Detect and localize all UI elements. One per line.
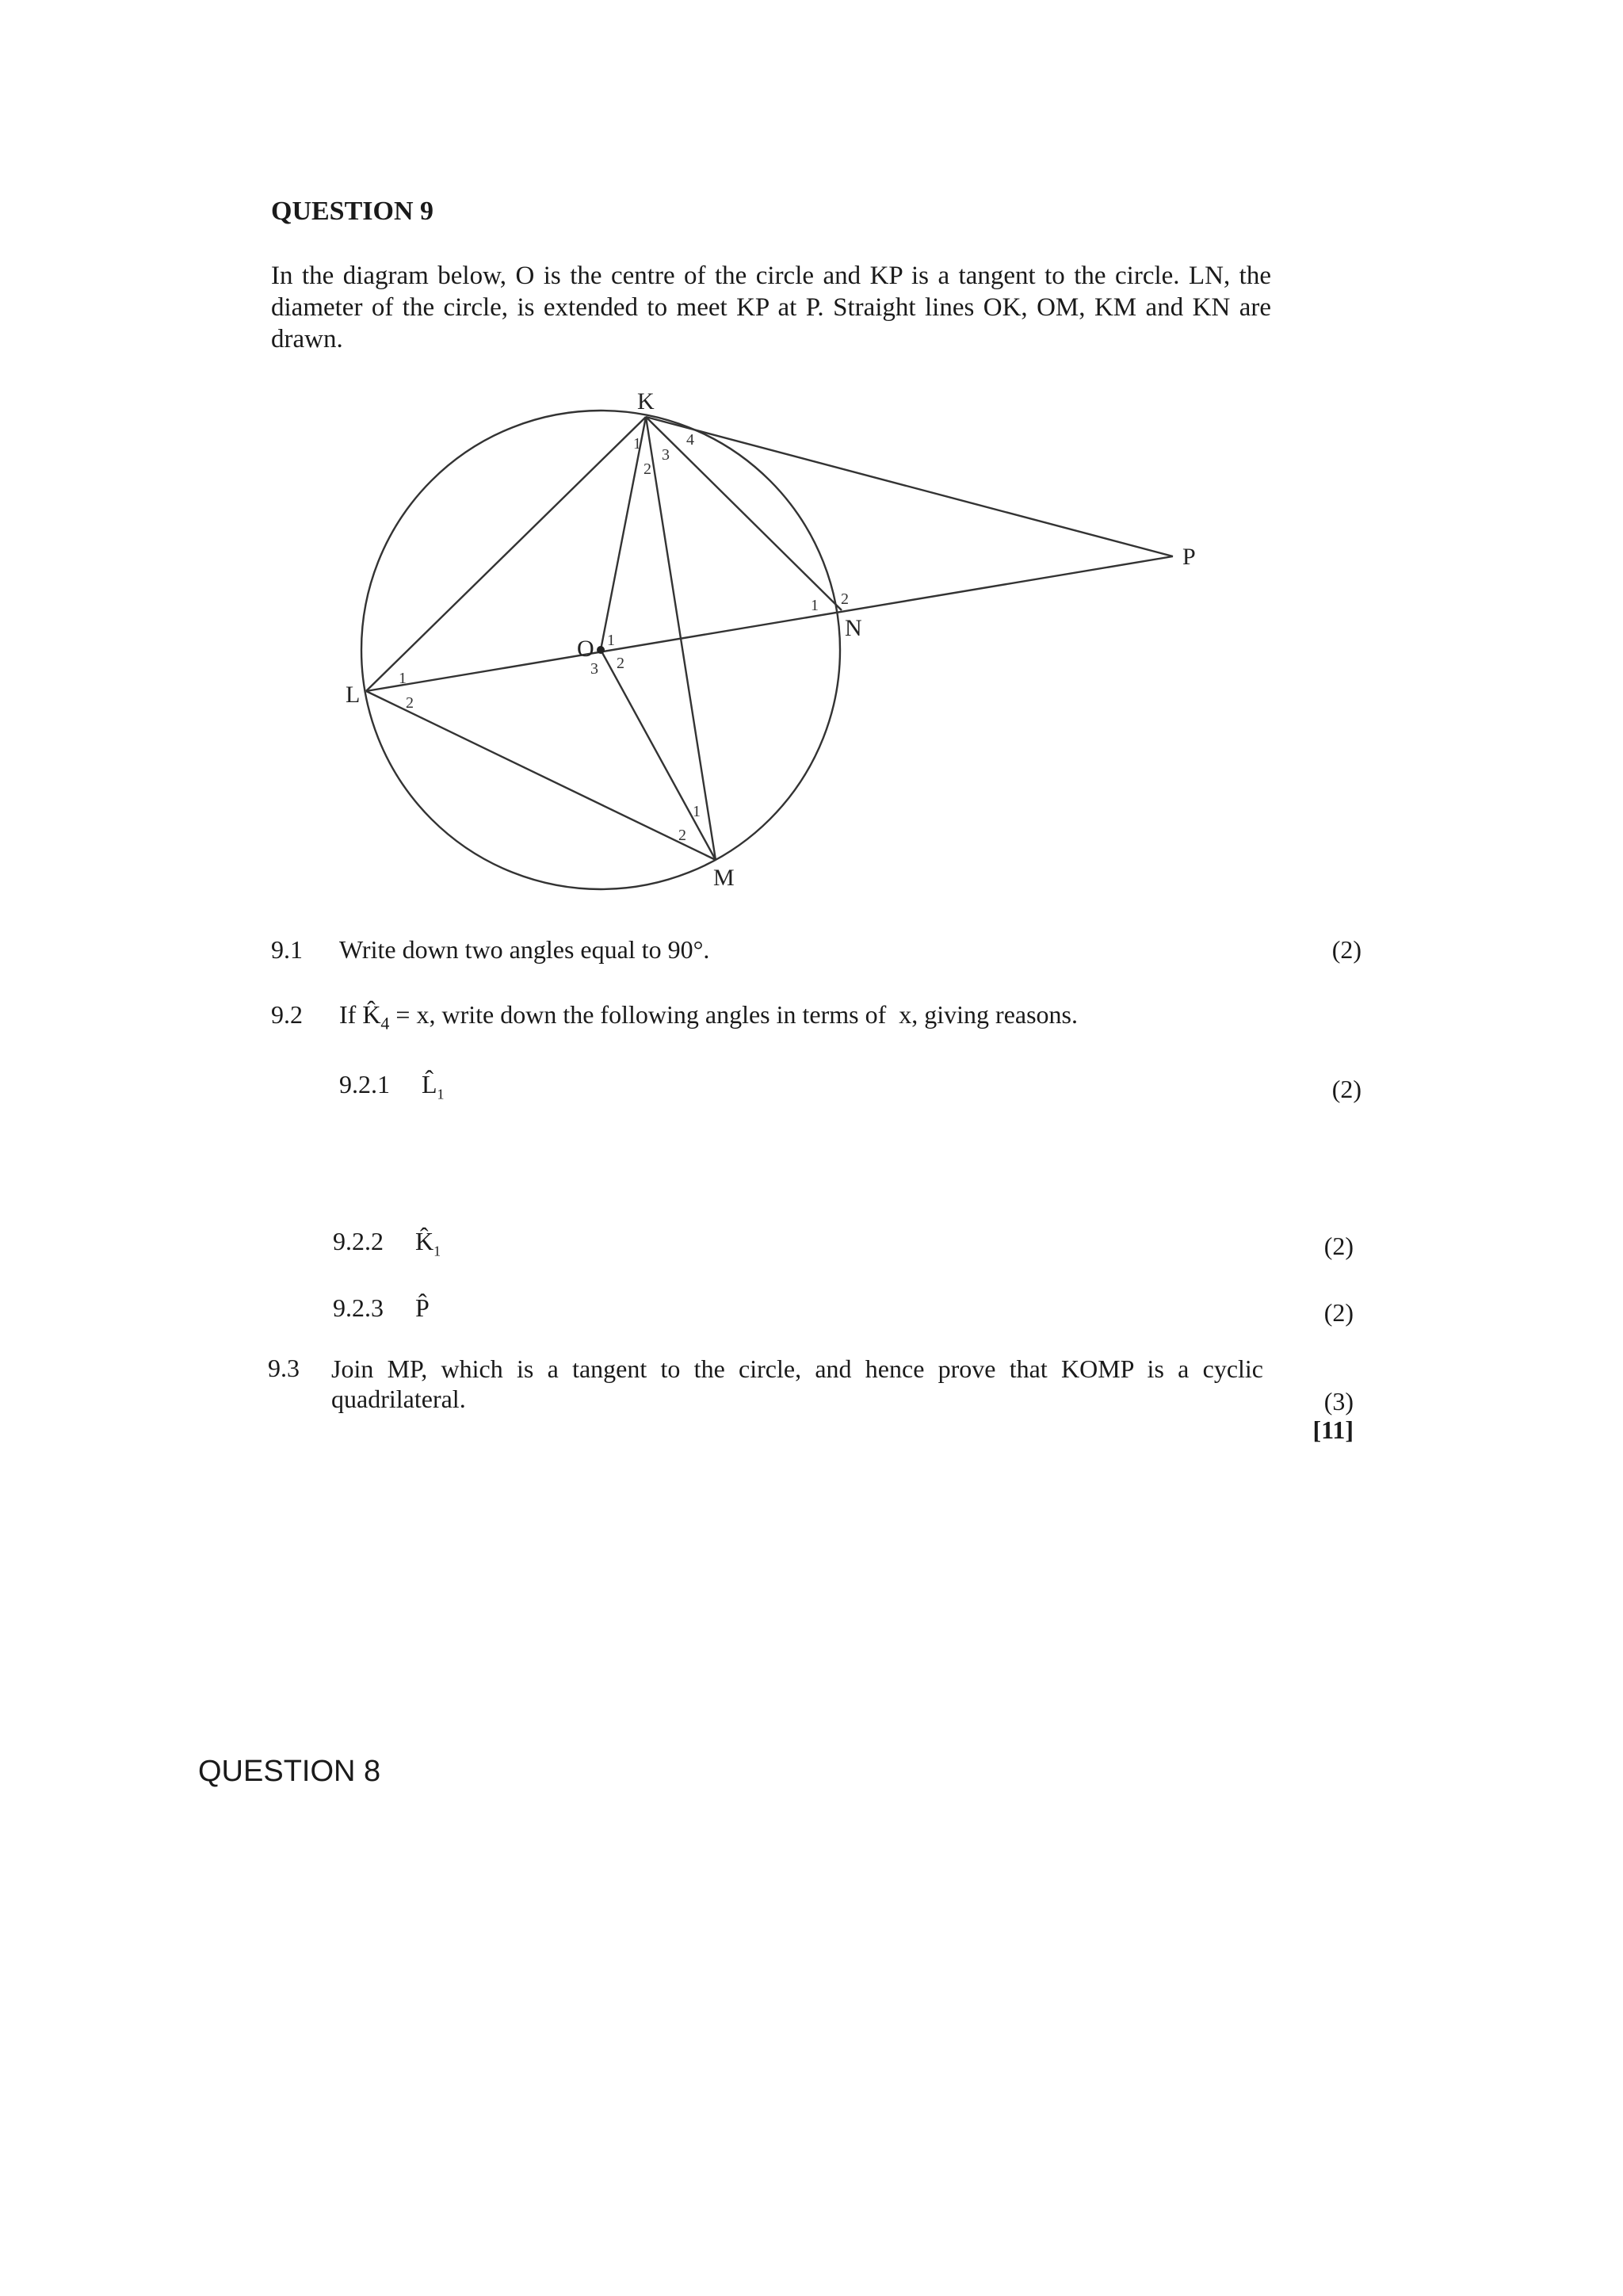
question-9-heading: QUESTION 9 [271, 197, 433, 226]
angle-k1: 1 [633, 435, 641, 453]
q9-1-number: 9.1 [271, 935, 303, 964]
line-km [646, 417, 716, 860]
q9-2-1-marks: (2) [1331, 1075, 1361, 1103]
point-label-n: N [845, 615, 862, 641]
question-8-heading: QUESTION 8 [198, 1755, 381, 1788]
q9-2-3-marks: (2) [1323, 1298, 1354, 1327]
q9-2-1-number: 9.2.1 [339, 1070, 390, 1098]
angle-k2: 2 [643, 460, 651, 478]
angle-n2: 2 [841, 590, 849, 608]
line-lp [366, 556, 1173, 691]
angle-o2: 2 [617, 655, 624, 672]
q9-2-2-angle: $K̂_1$ [415, 1227, 441, 1259]
q9-2-text: If $K̂_4 = x$, write down the following angles in terms of x, giving reasons. [339, 1000, 1078, 1033]
angle-symbol: K̂ [362, 1000, 381, 1029]
point-label-o: O [577, 636, 594, 662]
q9-2-number: 9.2 [271, 1000, 303, 1029]
angle-l1: 1 [399, 670, 407, 687]
centre-dot [597, 646, 605, 654]
angle-m1: 1 [693, 803, 701, 820]
angle-m2: 2 [678, 827, 686, 844]
angle-l2: 2 [406, 694, 414, 712]
q9-2-3-angle: P̂ [415, 1293, 430, 1322]
line-kn [646, 417, 842, 610]
q9-3-marks: (3) [1323, 1387, 1354, 1415]
q9-3-text: Join MP, which is a tangent to the circle, and hence prove that KOMP is a cyclic quadrilateral. [331, 1354, 1263, 1413]
question-9-intro: In the diagram below, O is the centre of the circle and KP is a tangent to the circle. LN, the diameter of the circle, is extended to meet KP at P. Straight lines OK, OM, KM and KN are drawn. [271, 262, 1271, 353]
angle-o3: 3 [590, 660, 598, 678]
q9-2-1-angle: $L̂_1$ [422, 1070, 445, 1102]
angle-n1: 1 [811, 597, 819, 614]
q9-3-number: 9.3 [268, 1354, 300, 1382]
question-9-total: [11] [1312, 1415, 1354, 1444]
line-kp [646, 417, 1173, 556]
line-lm [366, 691, 716, 860]
point-label-m: M [713, 865, 735, 891]
q9-1-marks: (2) [1331, 935, 1361, 964]
q9-1-text: Write down two angles equal to 90°. [339, 935, 710, 964]
point-label-k: K [637, 388, 655, 415]
point-label-p: P [1182, 544, 1196, 570]
point-label-l: L [346, 682, 361, 708]
q9-2-2-marks: (2) [1323, 1232, 1354, 1260]
angle-k4: 4 [686, 431, 694, 449]
q9-2-2-number: 9.2.2 [333, 1227, 384, 1255]
q9-2-3-number: 9.2.3 [333, 1293, 384, 1322]
angle-k3: 3 [662, 446, 670, 464]
angle-o1: 1 [607, 632, 615, 649]
circle-geometry-diagram [0, 0, 1623, 911]
